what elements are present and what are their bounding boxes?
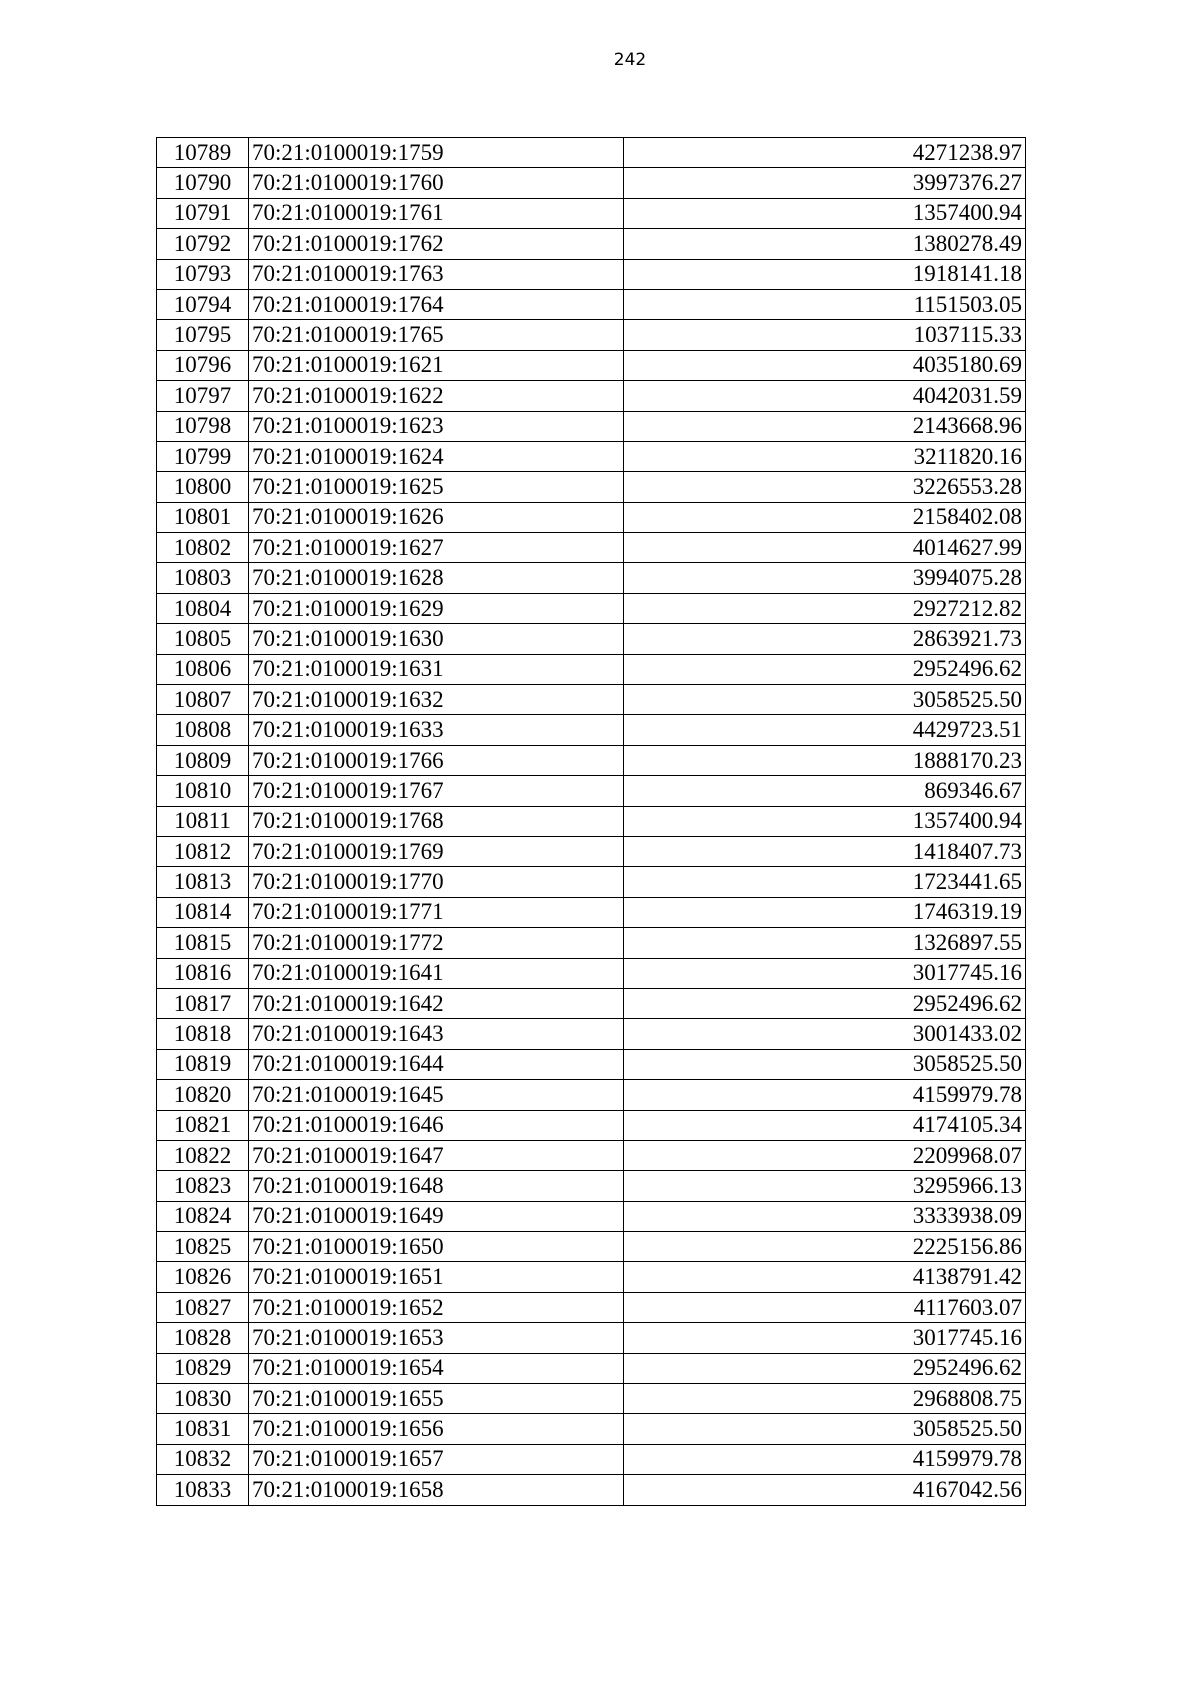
row-number-cell: 10807 bbox=[157, 685, 249, 715]
table-row bbox=[157, 776, 1026, 806]
value-cell: 2143668.96 bbox=[624, 411, 1026, 441]
table-row bbox=[157, 381, 1026, 411]
value-cell: 1326897.55 bbox=[624, 928, 1026, 958]
value-cell: 4159979.78 bbox=[624, 1080, 1026, 1110]
row-number-cell: 10830 bbox=[157, 1384, 249, 1414]
value-cell: 4117603.07 bbox=[624, 1292, 1026, 1322]
table-row bbox=[157, 928, 1026, 958]
row-number-cell: 10792 bbox=[157, 229, 249, 259]
value-cell: 869346.67 bbox=[624, 776, 1026, 806]
table-row bbox=[157, 988, 1026, 1018]
value-cell: 4042031.59 bbox=[624, 381, 1026, 411]
table-row bbox=[157, 1171, 1026, 1201]
row-number-cell: 10815 bbox=[157, 928, 249, 958]
value-cell: 1380278.49 bbox=[624, 229, 1026, 259]
cadastral-number-cell: 70:21:0100019:1633 bbox=[249, 715, 624, 745]
row-number-cell: 10803 bbox=[157, 563, 249, 593]
row-number-cell: 10800 bbox=[157, 472, 249, 502]
cadastral-number-cell: 70:21:0100019:1658 bbox=[249, 1475, 624, 1505]
cadastral-number-cell: 70:21:0100019:1772 bbox=[249, 928, 624, 958]
table-row bbox=[157, 685, 1026, 715]
table-row bbox=[157, 1353, 1026, 1383]
value-cell: 1357400.94 bbox=[624, 198, 1026, 228]
value-cell: 3211820.16 bbox=[624, 441, 1026, 471]
table-row bbox=[157, 289, 1026, 319]
cadastral-number-cell: 70:21:0100019:1654 bbox=[249, 1353, 624, 1383]
cadastral-number-cell: 70:21:0100019:1623 bbox=[249, 411, 624, 441]
table-row bbox=[157, 441, 1026, 471]
table-row bbox=[157, 1110, 1026, 1140]
cadastral-number-cell: 70:21:0100019:1766 bbox=[249, 745, 624, 775]
row-number-cell: 10793 bbox=[157, 259, 249, 289]
table-row bbox=[157, 168, 1026, 198]
table-row bbox=[157, 624, 1026, 654]
value-cell: 1918141.18 bbox=[624, 259, 1026, 289]
cadastral-number-cell: 70:21:0100019:1645 bbox=[249, 1080, 624, 1110]
row-number-cell: 10811 bbox=[157, 806, 249, 836]
table-row bbox=[157, 806, 1026, 836]
table-row bbox=[157, 320, 1026, 350]
row-number-cell: 10818 bbox=[157, 1019, 249, 1049]
row-number-cell: 10798 bbox=[157, 411, 249, 441]
row-number-cell: 10808 bbox=[157, 715, 249, 745]
row-number-cell: 10817 bbox=[157, 988, 249, 1018]
table-row bbox=[157, 1049, 1026, 1079]
row-number-cell: 10832 bbox=[157, 1444, 249, 1474]
cadastral-number-cell: 70:21:0100019:1631 bbox=[249, 654, 624, 684]
cadastral-number-cell: 70:21:0100019:1628 bbox=[249, 563, 624, 593]
row-number-cell: 10833 bbox=[157, 1475, 249, 1505]
value-cell: 2225156.86 bbox=[624, 1232, 1026, 1262]
table-row bbox=[157, 138, 1026, 168]
row-number-cell: 10802 bbox=[157, 533, 249, 563]
cadastral-number-cell: 70:21:0100019:1626 bbox=[249, 502, 624, 532]
value-cell: 3017745.16 bbox=[624, 958, 1026, 988]
row-number-cell: 10823 bbox=[157, 1171, 249, 1201]
value-cell: 2158402.08 bbox=[624, 502, 1026, 532]
value-cell: 1723441.65 bbox=[624, 867, 1026, 897]
table-row bbox=[157, 1262, 1026, 1292]
cadastral-number-cell: 70:21:0100019:1630 bbox=[249, 624, 624, 654]
cadastral-number-cell: 70:21:0100019:1768 bbox=[249, 806, 624, 836]
cadastral-number-cell: 70:21:0100019:1763 bbox=[249, 259, 624, 289]
table-row bbox=[157, 1080, 1026, 1110]
row-number-cell: 10824 bbox=[157, 1201, 249, 1231]
row-number-cell: 10795 bbox=[157, 320, 249, 350]
table-row bbox=[157, 502, 1026, 532]
row-number-cell: 10831 bbox=[157, 1414, 249, 1444]
row-number-cell: 10801 bbox=[157, 502, 249, 532]
table-row bbox=[157, 1323, 1026, 1353]
table-row bbox=[157, 1475, 1026, 1505]
cadastral-number-cell: 70:21:0100019:1646 bbox=[249, 1110, 624, 1140]
row-number-cell: 10812 bbox=[157, 836, 249, 866]
row-number-cell: 10810 bbox=[157, 776, 249, 806]
table-row bbox=[157, 836, 1026, 866]
cadastral-number-cell: 70:21:0100019:1652 bbox=[249, 1292, 624, 1322]
cadastral-number-cell: 70:21:0100019:1629 bbox=[249, 593, 624, 623]
row-number-cell: 10796 bbox=[157, 350, 249, 380]
cadastral-number-cell: 70:21:0100019:1759 bbox=[249, 138, 624, 168]
value-cell: 1418407.73 bbox=[624, 836, 1026, 866]
cadastral-number-cell: 70:21:0100019:1627 bbox=[249, 533, 624, 563]
table-row bbox=[157, 1414, 1026, 1444]
row-number-cell: 10794 bbox=[157, 289, 249, 319]
value-cell: 1151503.05 bbox=[624, 289, 1026, 319]
value-cell: 4159979.78 bbox=[624, 1444, 1026, 1474]
cadastral-number-cell: 70:21:0100019:1656 bbox=[249, 1414, 624, 1444]
cadastral-number-cell: 70:21:0100019:1765 bbox=[249, 320, 624, 350]
value-cell: 1357400.94 bbox=[624, 806, 1026, 836]
value-cell: 2952496.62 bbox=[624, 988, 1026, 1018]
value-cell: 4035180.69 bbox=[624, 350, 1026, 380]
page-number: 242 bbox=[613, 50, 647, 70]
value-cell: 1037115.33 bbox=[624, 320, 1026, 350]
row-number-cell: 10819 bbox=[157, 1049, 249, 1079]
table-row bbox=[157, 1444, 1026, 1474]
table-row bbox=[157, 745, 1026, 775]
table-row bbox=[157, 411, 1026, 441]
table-row bbox=[157, 533, 1026, 563]
table-row bbox=[157, 563, 1026, 593]
value-cell: 2209968.07 bbox=[624, 1140, 1026, 1170]
cadastral-number-cell: 70:21:0100019:1767 bbox=[249, 776, 624, 806]
value-cell: 3017745.16 bbox=[624, 1323, 1026, 1353]
table-row bbox=[157, 1384, 1026, 1414]
row-number-cell: 10820 bbox=[157, 1080, 249, 1110]
table-row bbox=[157, 897, 1026, 927]
value-cell: 2927212.82 bbox=[624, 593, 1026, 623]
value-cell: 4138791.42 bbox=[624, 1262, 1026, 1292]
row-number-cell: 10791 bbox=[157, 198, 249, 228]
cadastral-number-cell: 70:21:0100019:1657 bbox=[249, 1444, 624, 1474]
value-cell: 4014627.99 bbox=[624, 533, 1026, 563]
row-number-cell: 10813 bbox=[157, 867, 249, 897]
row-number-cell: 10828 bbox=[157, 1323, 249, 1353]
value-cell: 4271238.97 bbox=[624, 138, 1026, 168]
row-number-cell: 10789 bbox=[157, 138, 249, 168]
table-row bbox=[157, 593, 1026, 623]
value-cell: 2863921.73 bbox=[624, 624, 1026, 654]
row-number-cell: 10826 bbox=[157, 1262, 249, 1292]
row-number-cell: 10806 bbox=[157, 654, 249, 684]
table-row bbox=[157, 715, 1026, 745]
cadastral-number-cell: 70:21:0100019:1655 bbox=[249, 1384, 624, 1414]
value-cell: 4174105.34 bbox=[624, 1110, 1026, 1140]
cadastral-number-cell: 70:21:0100019:1622 bbox=[249, 381, 624, 411]
value-cell: 2968808.75 bbox=[624, 1384, 1026, 1414]
cadastral-number-cell: 70:21:0100019:1632 bbox=[249, 685, 624, 715]
cadastral-number-cell: 70:21:0100019:1651 bbox=[249, 1262, 624, 1292]
value-cell: 3058525.50 bbox=[624, 1049, 1026, 1079]
value-cell: 3994075.28 bbox=[624, 563, 1026, 593]
table-row bbox=[157, 1232, 1026, 1262]
cadastral-number-cell: 70:21:0100019:1770 bbox=[249, 867, 624, 897]
row-number-cell: 10797 bbox=[157, 381, 249, 411]
cadastral-number-cell: 70:21:0100019:1769 bbox=[249, 836, 624, 866]
row-number-cell: 10825 bbox=[157, 1232, 249, 1262]
cadastral-number-cell: 70:21:0100019:1653 bbox=[249, 1323, 624, 1353]
cadastral-number-cell: 70:21:0100019:1764 bbox=[249, 289, 624, 319]
cadastral-number-cell: 70:21:0100019:1624 bbox=[249, 441, 624, 471]
table-row bbox=[157, 259, 1026, 289]
row-number-cell: 10805 bbox=[157, 624, 249, 654]
data-table bbox=[156, 137, 1026, 1506]
row-number-cell: 10827 bbox=[157, 1292, 249, 1322]
table-row bbox=[157, 229, 1026, 259]
cadastral-number-cell: 70:21:0100019:1762 bbox=[249, 229, 624, 259]
table-row bbox=[157, 654, 1026, 684]
value-cell: 1888170.23 bbox=[624, 745, 1026, 775]
cadastral-number-cell: 70:21:0100019:1644 bbox=[249, 1049, 624, 1079]
table-row bbox=[157, 958, 1026, 988]
value-cell: 3333938.09 bbox=[624, 1201, 1026, 1231]
row-number-cell: 10822 bbox=[157, 1140, 249, 1170]
row-number-cell: 10804 bbox=[157, 593, 249, 623]
table-row bbox=[157, 1019, 1026, 1049]
row-number-cell: 10814 bbox=[157, 897, 249, 927]
value-cell: 1746319.19 bbox=[624, 897, 1026, 927]
value-cell: 3295966.13 bbox=[624, 1171, 1026, 1201]
table-row bbox=[157, 1292, 1026, 1322]
table-row bbox=[157, 1140, 1026, 1170]
value-cell: 3058525.50 bbox=[624, 1414, 1026, 1444]
cadastral-number-cell: 70:21:0100019:1642 bbox=[249, 988, 624, 1018]
value-cell: 3058525.50 bbox=[624, 685, 1026, 715]
value-cell: 4429723.51 bbox=[624, 715, 1026, 745]
cadastral-number-cell: 70:21:0100019:1761 bbox=[249, 198, 624, 228]
cadastral-number-cell: 70:21:0100019:1621 bbox=[249, 350, 624, 380]
row-number-cell: 10829 bbox=[157, 1353, 249, 1383]
row-number-cell: 10821 bbox=[157, 1110, 249, 1140]
cadastral-number-cell: 70:21:0100019:1649 bbox=[249, 1201, 624, 1231]
table-row bbox=[157, 1201, 1026, 1231]
table-row bbox=[157, 472, 1026, 502]
cadastral-number-cell: 70:21:0100019:1647 bbox=[249, 1140, 624, 1170]
value-cell: 4167042.56 bbox=[624, 1475, 1026, 1505]
table-body bbox=[157, 138, 1026, 1506]
table-row bbox=[157, 867, 1026, 897]
table-row bbox=[157, 350, 1026, 380]
cadastral-number-cell: 70:21:0100019:1625 bbox=[249, 472, 624, 502]
value-cell: 3001433.02 bbox=[624, 1019, 1026, 1049]
value-cell: 3997376.27 bbox=[624, 168, 1026, 198]
value-cell: 2952496.62 bbox=[624, 1353, 1026, 1383]
row-number-cell: 10790 bbox=[157, 168, 249, 198]
cadastral-number-cell: 70:21:0100019:1760 bbox=[249, 168, 624, 198]
row-number-cell: 10816 bbox=[157, 958, 249, 988]
row-number-cell: 10799 bbox=[157, 441, 249, 471]
cadastral-number-cell: 70:21:0100019:1648 bbox=[249, 1171, 624, 1201]
table-row bbox=[157, 198, 1026, 228]
value-cell: 3226553.28 bbox=[624, 472, 1026, 502]
cadastral-number-cell: 70:21:0100019:1650 bbox=[249, 1232, 624, 1262]
row-number-cell: 10809 bbox=[157, 745, 249, 775]
value-cell: 2952496.62 bbox=[624, 654, 1026, 684]
cadastral-number-cell: 70:21:0100019:1771 bbox=[249, 897, 624, 927]
cadastral-number-cell: 70:21:0100019:1641 bbox=[249, 958, 624, 988]
cadastral-number-cell: 70:21:0100019:1643 bbox=[249, 1019, 624, 1049]
